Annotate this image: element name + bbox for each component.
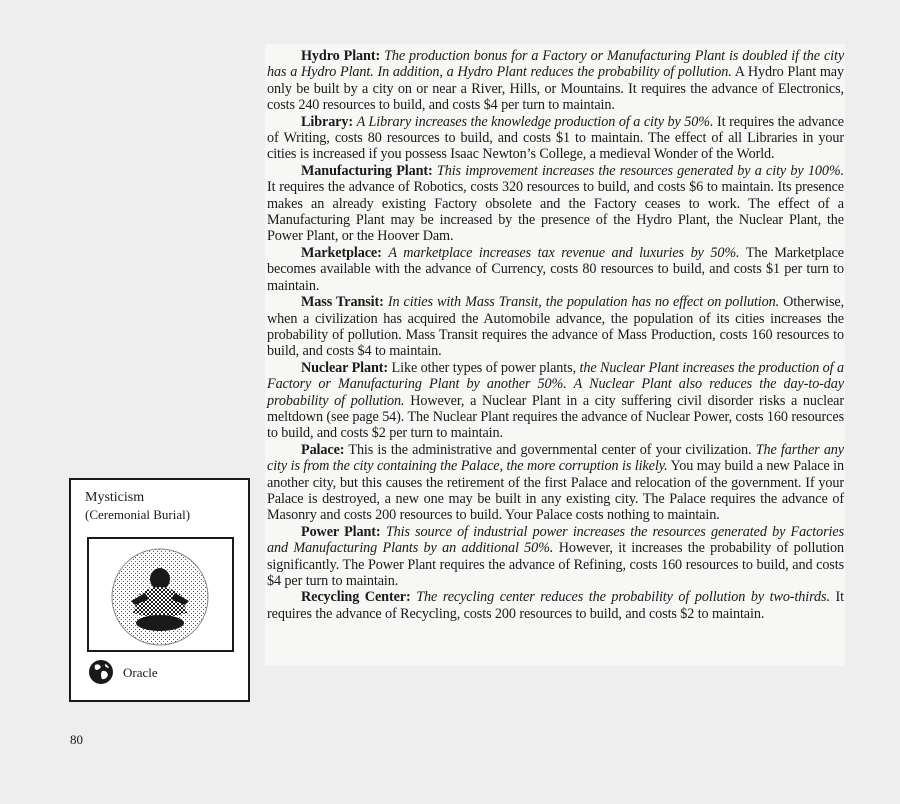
entry-description: A marketplace increases tax revenue and luxuries by 50%.: [388, 244, 740, 261]
entry-recycling-center: [267, 589, 844, 622]
entry-nuclear-plant: [267, 360, 844, 442]
advance-sidebar-box: [69, 478, 250, 702]
entry-description: the Nuclear Plant increases the production of a Factory or Manufacturing Plant by another 50%. A Nuclear Plant also reduces the day-to-day probability of pollution.: [267, 359, 844, 409]
entry-term: Nuclear Plant:: [301, 359, 389, 376]
entry-details: It requires the advance of Writing, costs 80 resources to build, and costs $1 to maintain. The effect of all Libraries in your cities is increased if you possess Isaac Newton’s College, a medieval Wonder of the World.: [267, 113, 845, 163]
entry-marketplace: [267, 245, 844, 294]
entry-details: The Marketplace becomes available with the advance of Currency, costs 80 resources to build, and costs $1 per turn to maintain.: [267, 244, 844, 294]
entry-mass-transit: [267, 294, 844, 360]
entry-power-plant: [267, 524, 844, 590]
advance-title: Mysticism: [85, 490, 145, 505]
text-column: [265, 44, 845, 666]
entry-library: [267, 114, 844, 163]
page-number: 80: [70, 732, 83, 747]
entry-hydro-plant: [267, 48, 844, 114]
entry-details: A Hydro Plant may only be built by a city on or near a River, Hills, or Mountains. It requires the advance of Electronics, costs 240 resources to build, and costs $4 per turn to maintain.: [267, 64, 845, 114]
advance-prerequisite: (Ceremonial Burial): [85, 507, 191, 522]
entry-term: Hydro Plant:: [301, 48, 381, 64]
entry-description: This improvement increases the resources generated by a city by 100%.: [436, 162, 844, 179]
entry-term: Recycling Center:: [301, 589, 411, 606]
entry-details: However, a Nuclear Plant in a city suffering civil disorder risks a nuclear meltdown (see page 54). The Nuclear Plant requires the advance of Nuclear Power, costs 160 resources to build, and costs $2 per turn to maintain.: [267, 392, 844, 442]
illustration-frame: [87, 537, 234, 652]
entry-term: Power Plant:: [301, 523, 381, 540]
entry-palace: [267, 442, 844, 524]
entry-term: Marketplace:: [301, 244, 382, 261]
entry-details: You may build a new Palace in another city, but this causes the retirement of the first Palace and relocation of the government. If your Palace is destroyed, a new one may be built in any existing city. The Palace requires the advance of Masonry and costs 200 resources to build. Your Palace costs nothing to maintain.: [267, 458, 844, 524]
entry-intro: This is the administrative and governmental center of your civilization.: [344, 441, 756, 458]
entry-description: The production bonus for a Factory or Manufacturing Plant is doubled if the city has a Hydro Plant. In addition, a Hydro Plant reduces the probability of pollution.: [267, 48, 845, 81]
entry-manufacturing-plant: [267, 163, 844, 245]
entry-intro: Like other types of power plants,: [388, 359, 580, 376]
entry-description: The farther any city is from the city containing the Palace, the more corruption is likely.: [267, 441, 844, 475]
entry-description: This source of industrial power increases the resources generated by Factories and Manufacturing Plants by an additional 50%.: [267, 523, 844, 557]
entry-details: It requires the advance of Recycling, costs 200 resources to build, and costs $2 to maintain.: [267, 589, 844, 622]
entry-description: The recycling center reduces the probability of pollution by two-thirds.: [416, 589, 830, 606]
entry-details: It requires the advance of Robotics, costs 320 resources to build, and costs $6 to maintain. Its presence makes an already existing Factory obsolete and the Factory ceases to work. The effect of a Manufacturing Plant may be increased by the presence of the Hydro Plant, the Nuclear Plant, the Power Plant, or the Hoover Dam.: [267, 179, 844, 245]
entry-term: Mass Transit:: [301, 294, 384, 311]
entry-term: Library:: [301, 113, 354, 130]
entry-details: However, it increases the probability of pollution significantly. The Power Plant requires the advance of Refining, costs 160 resources to build, and costs $4 per turn to maintain.: [267, 540, 844, 589]
oracle-figure-icon: [89, 539, 232, 650]
entry-description: In cities with Mass Transit, the population has no effect on pollution.: [387, 294, 780, 311]
wonder-label: Oracle: [123, 665, 158, 680]
entry-details: Otherwise, when a civilization has acquired the Automobile advance, the population of its cities increases the probability of pollution. Mass Transit requires the advance of Mass Production, costs 160 resources to build, and costs $4 to maintain.: [267, 294, 845, 360]
entry-term: Manufacturing Plant:: [301, 162, 433, 179]
entry-term: Palace:: [301, 441, 345, 458]
globe-icon: [88, 659, 114, 685]
entry-description: A Library increases the knowledge production of a city by 50%.: [356, 113, 714, 130]
